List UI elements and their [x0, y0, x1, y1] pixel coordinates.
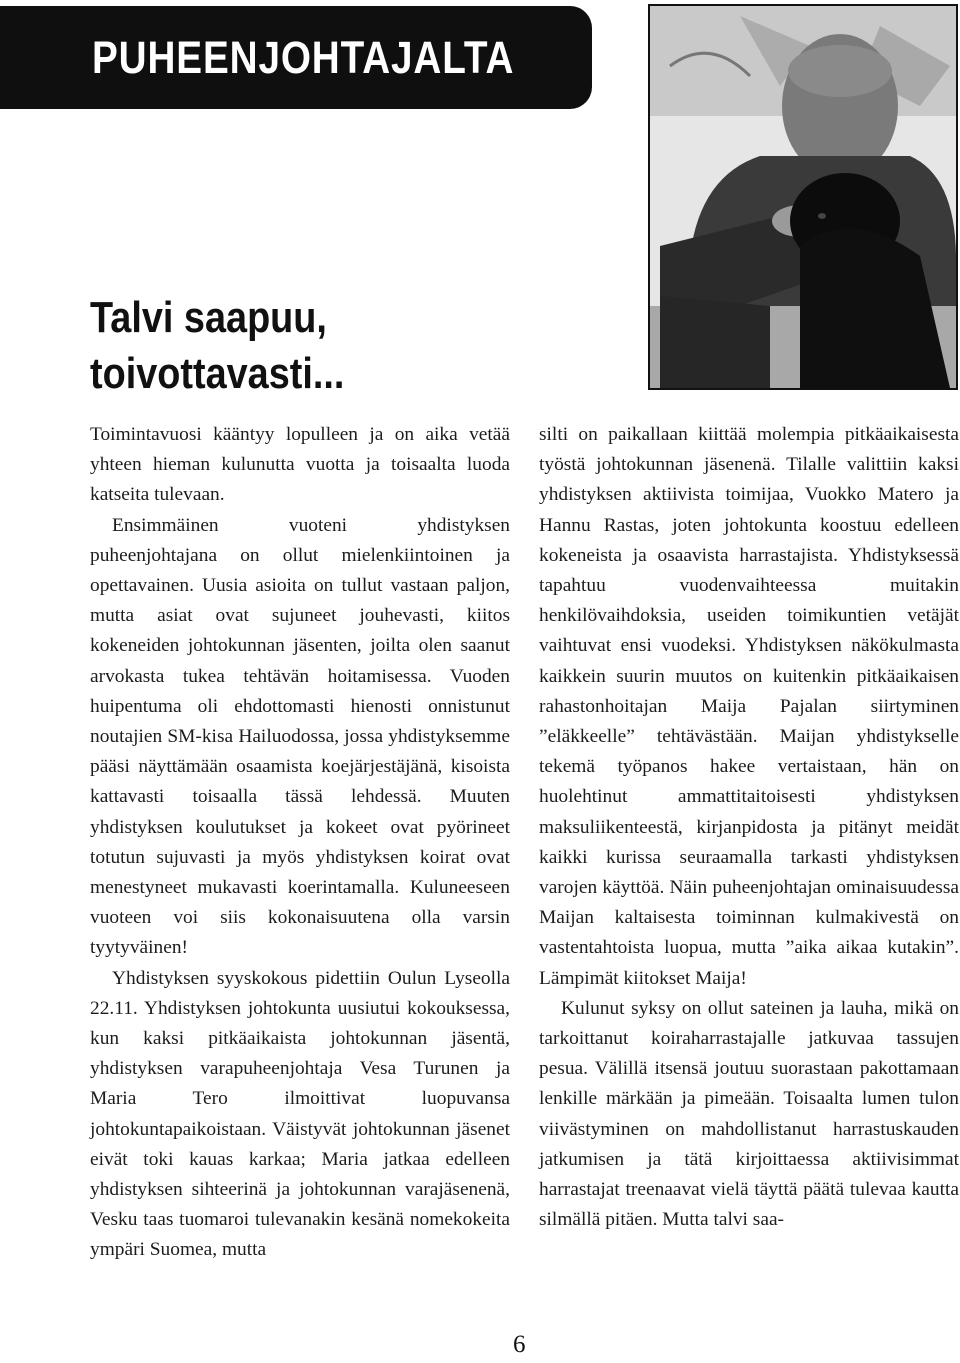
article-headline	[90, 290, 460, 402]
paragraph: Yhdistyksen syyskokous pidettiin Oulun Lyseolla 22.11. Yhdistyksen johtokunta uusiutui kokouksessa, kun kaksi pitkäaikaista johtokunnan jäsentä, yhdistyksen varapuheenjohtaja Vesa Turunen ja Maria Tero ilmoittivat luopuvansa johtokuntapaikoistaan. Väistyvät johtokunnan jäsenet eivät toki kauas karkaa; Maria jatkaa edelleen yhdistyksen sihteerinä ja johtokunnan varajäsenenä, Vesku taas tuomaroi tulevanakin kesänä nomekokeita ympäri Suomea, mutta	[90, 967, 510, 1261]
photo-illustration	[650, 6, 956, 388]
paragraph: Toimintavuosi kääntyy lopulleen ja on aika vetää yhteen hieman kulunutta vuotta ja toisaalta luoda katseita tulevaan.	[90, 424, 510, 506]
paragraph: Kulunut syksy on ollut sateinen ja lauha, mikä on tarkoittanut koiraharrastajalle jatkuvaa tassujen pesua. Välillä itsensä joutuu suorastaan pakottamaan lenkille märkään ja pimeään. Toisaalta lumen tulon viivästyminen on mahdollistanut harrastuskauden jatkumisen ja tätä kirjoittaessa aktiivisimmat harrastajat treenaavat vielä täyttä päätä tulevaa kautta silmällä pitäen. Mutta talvi saa-	[539, 997, 959, 1231]
page-number: 6	[513, 1331, 526, 1358]
paragraph: Ensimmäinen vuoteni yhdistyksen puheenjohtajana on ollut mielenkiintoinen ja opettavainen. Uusia asioita on tullut vastaan paljon, mutta asiat ovat sujuneet jouhevasti, kiitos kokeneiden johtokunnan jäsenten, joilta olen saanut arvokasta tukea tehtävän hoitamisessa. Vuoden huipentuma oli ehdottomasti hienosti onnistunut noutajien SM-kisa Hailuodossa, jossa yhdistyksemme pääsi näyttämään osaamista koejärjestäjänä, kisoista kattavasti toisaalla tässä lehdessä. Muuten yhdistyksen koulutukset ja kokeet ovat pyörineet totutun sujuvasti ja myös yhdistyksen koirat ovat menestyneet mukavasti koerintamalla. Kuluneeseen vuoteen voi siis kokonaisuutena olla varsin tyytyväinen!	[90, 514, 510, 959]
paragraph: silti on paikallaan kiittää molempia pitkäaikaisesta työstä johtokunnan jäsenenä. Tilalle valittiin kaksi yhdistyksen aktiivista toimijaa, Vuokko Matero ja Hannu Rastas, joten johtokunta koostuu edelleen kokeneista ja osaavista harrastajista. Yhdistyksessä tapahtuu vuodenvaihteessa muitakin henkilövaihdoksia, useiden toimikuntien vetäjät vaihtuvat ensi vuodeksi. Yhdistyksen näkökulmasta kaikkein suurin muutos on kuitenkin pitkäaikaisen rahastonhoitajan Maija Pajalan siirtyminen ”eläkkeelle” tehtävästään. Maijan yhdistykselle tekemä työpanos hakee vertaistaan, hän on huolehtinut ammattitaitoisesti yhdistyksen maksuliikenteestä, kirjanpidosta ja pitänyt meidät kaikki kurissa seuraamalla tarkasti yhdistyksen varojen käyttöä. Näin puheenjohtajan ominaisuudessa Maijan kaltaisesta toiminnan kulmakivestä on vastentahtoista luopua, mutta ”aika aikaa kutakin”. Lämpimät kiitokset Maija!	[539, 424, 959, 989]
article-column-right	[539, 420, 959, 1235]
headline-line-1: Talvi saapuu,	[90, 293, 327, 342]
section-title: PUHEENJOHTAJALTA	[92, 32, 515, 83]
article-column-left	[90, 420, 510, 1266]
author-photo	[648, 4, 958, 390]
headline-line-2: toivottavasti...	[90, 349, 345, 398]
